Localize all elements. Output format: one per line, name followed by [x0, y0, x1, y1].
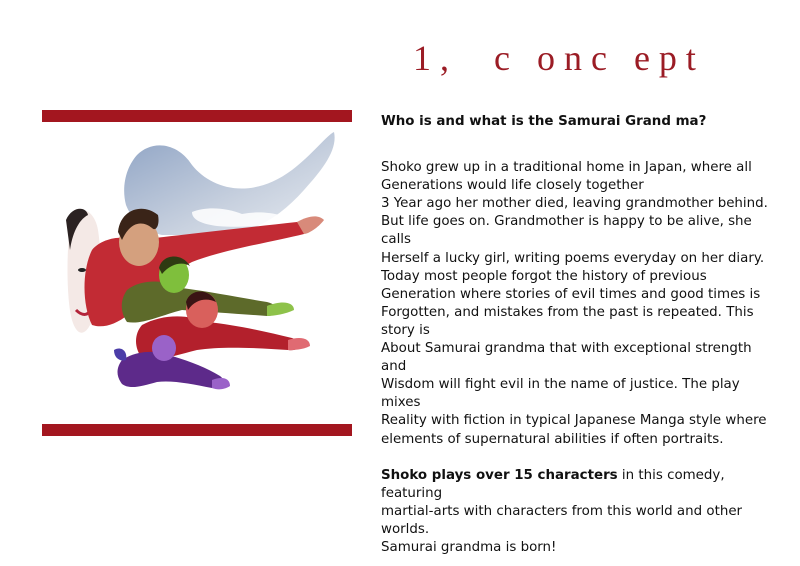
bold-lead: Shoko plays over 15 characters	[381, 467, 618, 483]
text-line: mixes	[381, 395, 421, 411]
text-line: Generation where stories of evil times and good times is	[381, 286, 761, 302]
text-line: Forgotten, and mistakes from the past is repeated. This	[381, 304, 754, 320]
text-line	[381, 467, 781, 503]
text-line: 3 Year ago her mother died, leaving grandmother behind.	[381, 196, 768, 212]
text-line: elements of supernatural abilities if often portraits.	[381, 431, 724, 447]
page-title: 1, c onc ept	[413, 38, 705, 78]
text-line: Samurai grandma is born!	[381, 539, 557, 555]
concept-paragraph-2	[381, 467, 781, 557]
concept-paragraph-1	[381, 159, 781, 449]
promo-figure	[42, 110, 352, 436]
text-line: But life goes on. Grandmother is happy to be alive, she	[381, 214, 752, 230]
text-line: martial-arts with characters from this world and other	[381, 503, 743, 519]
text-line: worlds.	[381, 521, 430, 537]
concept-text	[381, 113, 781, 557]
text-line: Herself a lucky girl, writing poems everyday on her diary.	[381, 250, 765, 266]
figure-bottom-bar	[42, 424, 352, 436]
text-line: Shoko grew up in a traditional home in Japan, where all	[381, 160, 752, 176]
text-line: calls	[381, 232, 411, 248]
text-line: About Samurai grandma that with exceptional strength and	[381, 341, 752, 375]
samurai-grandma-collage	[42, 110, 352, 436]
concept-question: Who is and what is the Samurai Grand ma?	[381, 114, 707, 129]
text-line: Wisdom will fight evil in the name of justice. The play	[381, 377, 740, 393]
text-line: story is	[381, 322, 430, 338]
text-line: Generations would life closely together	[381, 178, 644, 194]
lead-continuation: in this comedy, featuring	[381, 467, 725, 501]
text-line: Reality with fiction in typical Japanese Manga style where	[381, 413, 767, 429]
text-line: Today most people forgot the history of previous	[381, 268, 707, 284]
